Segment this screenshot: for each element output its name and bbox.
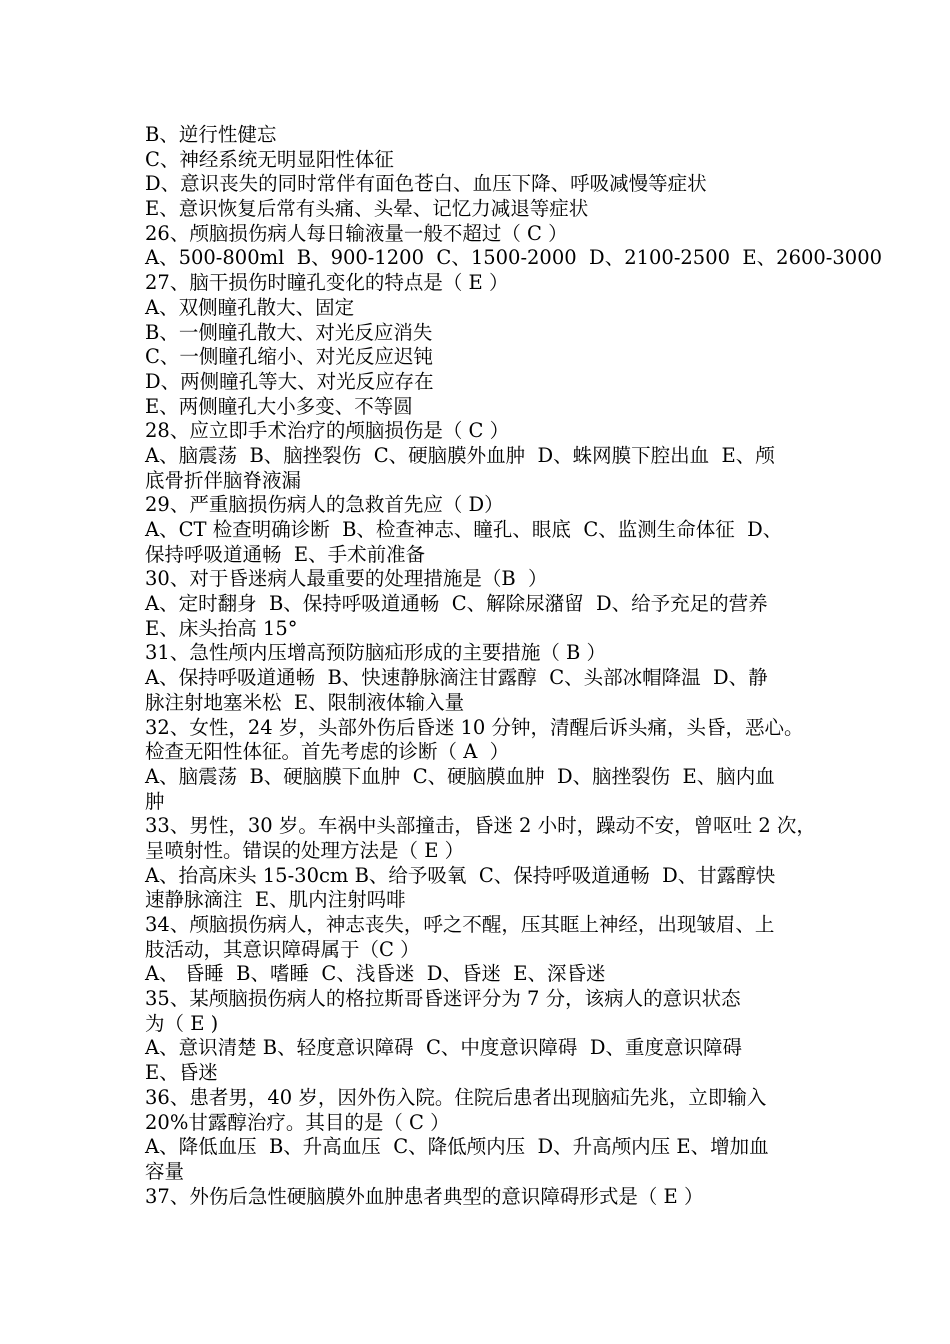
text-line: 26、颅脑损伤病人每日输液量一般不超过（ C ） (145, 221, 568, 245)
text-line: 为（ E ) (145, 1011, 219, 1035)
text-line: 28、应立即手术治疗的颅脑损伤是（ C ） (145, 419, 510, 443)
text-line: 速静脉滴注 E、肌内注射吗啡 (145, 888, 406, 912)
text-line: A、脑震荡 B、脑挫裂伤 C、硬脑膜外血肿 D、蛛网膜下腔出血 E、颅 (145, 443, 775, 467)
text-line: 脉注射地塞米松 E、限制液体输入量 (145, 690, 465, 714)
text-line: C、神经系统无明显阳性体征 (145, 147, 394, 171)
text-line: 呈喷射性。错误的处理方法是（ E ） (145, 838, 465, 862)
text-line: E、两侧瞳孔大小多变、不等圆 (145, 394, 413, 418)
text-line: 底骨折伴脑脊液漏 (145, 468, 302, 492)
text-line: 37、外伤后急性硬脑膜外血肿患者典型的意识障碍形式是（ E ） (145, 1184, 704, 1208)
text-line: A、降低血压 B、升高血压 C、降低颅内压 D、升高颅内压 E、增加血 (145, 1135, 769, 1159)
text-line: D、两侧瞳孔等大、对光反应存在 (145, 369, 434, 393)
text-line: A、 昏睡 B、嗜睡 C、浅昏迷 D、昏迷 E、深昏迷 (145, 962, 606, 986)
text-line: 检查无阳性体征。首先考虑的诊断（ A ） (145, 740, 510, 764)
text-line: A、CT 检查明确诊断 B、检查神志、瞳孔、眼底 C、监测生命体征 D、 (145, 518, 783, 541)
text-line: D、意识丧失的同时常伴有面色苍白、血压下降、呼吸减慢等症状 (145, 172, 707, 196)
text-line: E、意识恢复后常有头痛、头晕、记忆力减退等症状 (145, 197, 589, 221)
text-line: A、定时翻身 B、保持呼吸道通畅 C、解除尿潴留 D、给予充足的营养 (145, 592, 768, 616)
text-line: 33、男性，30 岁。车祸中头部撞击，昏迷 2 小时，躁动不安，曾呕吐 2 次， (145, 814, 816, 838)
text-line: A、脑震荡 B、硬脑膜下血肿 C、硬脑膜血肿 D、脑挫裂伤 E、脑内血 (145, 764, 775, 788)
text-line: 36、患者男，40 岁，因外伤入院。住院后患者出现脑疝先兆，立即输入 (145, 1085, 767, 1109)
text-line: B、逆行性健忘 (145, 123, 277, 146)
text-line: 30、对于昏迷病人最重要的处理措施是（B ） (145, 567, 548, 591)
text-line: A、500-800ml B、900-1200 C、1500-2000 D、2100-2500 E、2600-3000 (145, 246, 883, 270)
text-line: 32、女性，24 岁，头部外伤后昏迷 10 分钟，清醒后诉头痛，头昏，恶心。 (145, 715, 804, 739)
text-line: E、昏迷 (145, 1061, 218, 1085)
text-line: A、意识清楚 B、轻度意识障碍 C、中度意识障碍 D、重度意识障碍 (145, 1036, 742, 1060)
document-body (145, 123, 883, 1209)
text-line: 肿 (145, 789, 165, 813)
text-line: 容量 (145, 1159, 185, 1183)
text-line: E、床头抬高 15° (145, 616, 298, 640)
text-line: 保持呼吸道通畅 E、手术前准备 (145, 542, 426, 566)
text-line: A、双侧瞳孔散大、固定 (145, 295, 355, 319)
text-line: 肢活动，其意识障碍属于（C ） (145, 937, 420, 961)
text-line: 35、某颅脑损伤病人的格拉斯哥昏迷评分为 7 分，该病人的意识状态 (145, 987, 741, 1011)
text-line: 27、脑干损伤时瞳孔变化的特点是（ E ） (145, 271, 509, 295)
text-line: 20%甘露醇治疗。其目的是（ C ） (145, 1110, 450, 1134)
text-line: 29、严重脑损伤病人的急救首先应（ D） (145, 493, 504, 517)
text-line: 34、颅脑损伤病人，神志丧失，呼之不醒，压其眶上神经，出现皱眉、上 (145, 913, 775, 936)
text-line: C、一侧瞳孔缩小、对光反应迟钝 (145, 345, 433, 369)
text-line: A、抬高床头 15-30cm B、给予吸氧 C、保持呼吸道通畅 D、甘露醇快 (145, 863, 776, 887)
text-line: 31、急性颅内压增高预防脑疝形成的主要措施（ B ） (145, 641, 607, 665)
text-line: A、保持呼吸道通畅 B、快速静脉滴注甘露醇 C、头部冰帽降温 D、静 (145, 666, 768, 690)
text-line: B、一侧瞳孔散大、对光反应消失 (145, 320, 433, 344)
